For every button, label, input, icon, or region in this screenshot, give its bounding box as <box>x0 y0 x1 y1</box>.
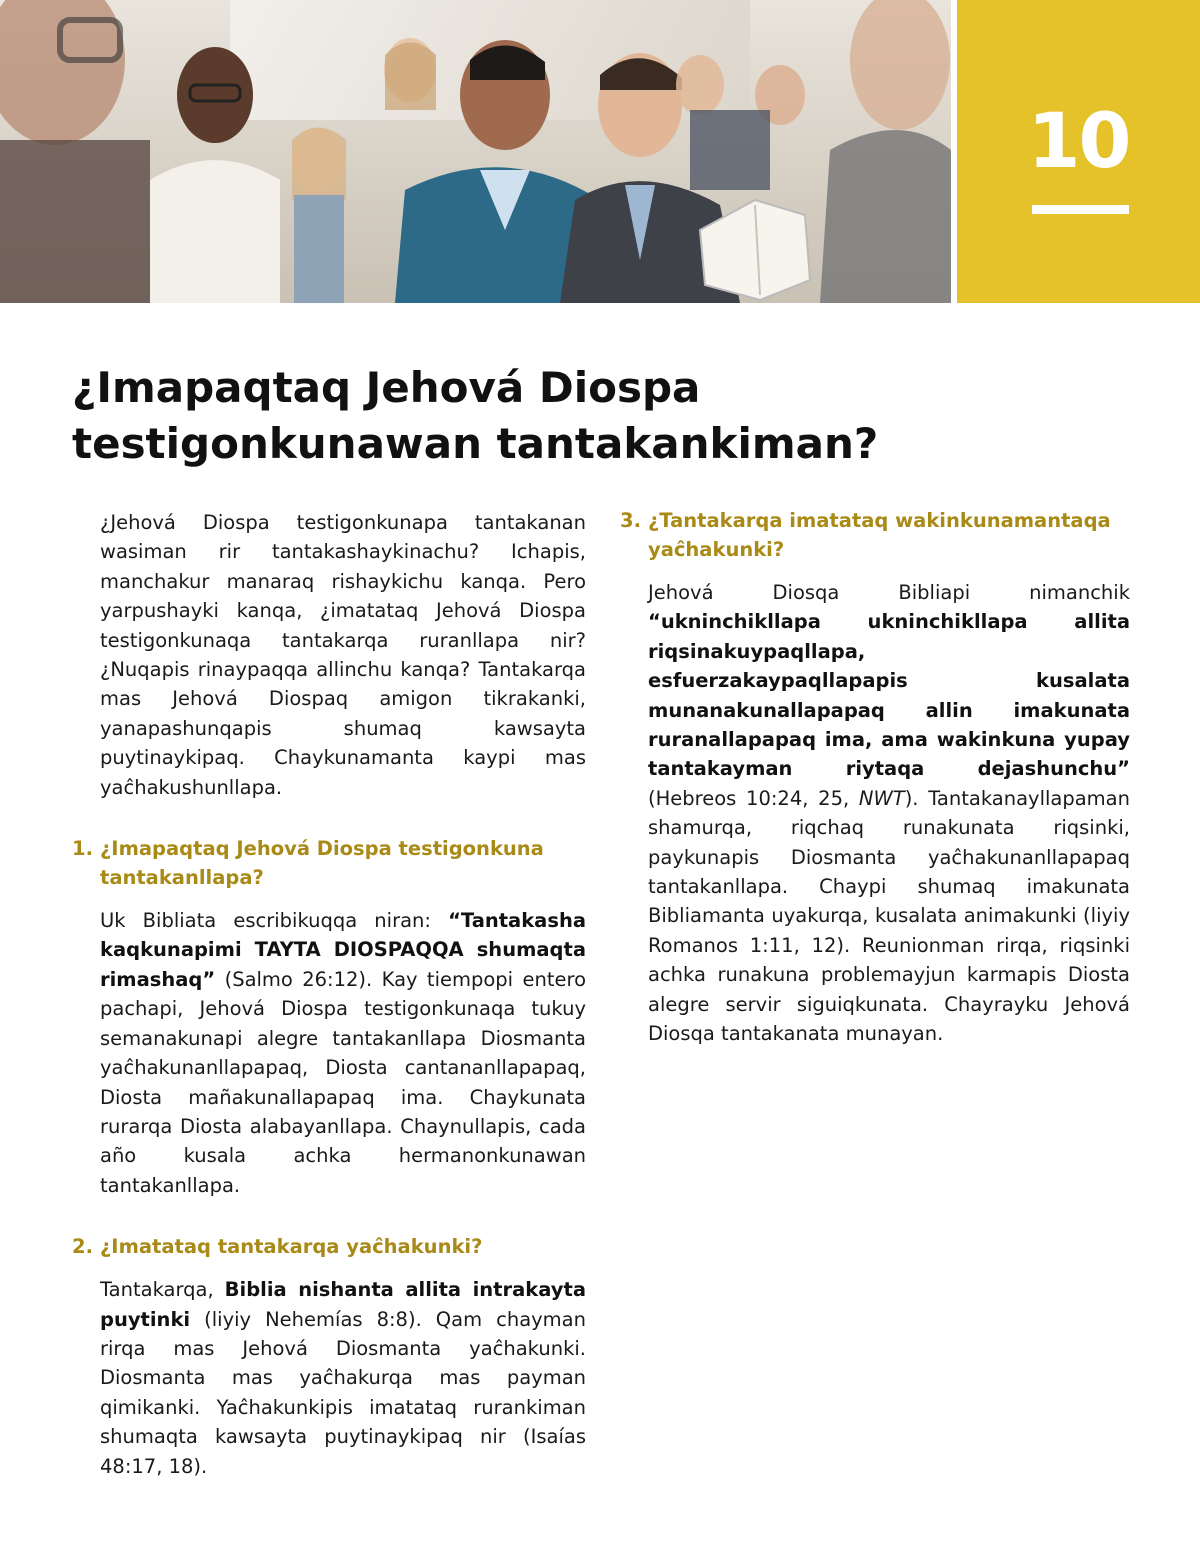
lesson-number: 10 <box>1027 96 1130 185</box>
section-3-scripture-quote: “ukninchikllapa ukninchikllapa allita riqsinakuypaqllapa, esfuerzakaypaqllapapis kusalata munanakunallapapaq allin imakunata ruranallapapaq ima, ama wakinkuna yupay tantakayman riytaqa dejashunchu” <box>648 610 1130 781</box>
section-1-scripture-quote: “Tantakasha kaqkunapimi TAYTA DIOSPAQQA shumaqta rimashaq” <box>100 909 586 991</box>
left-column <box>72 508 586 1481</box>
page-title <box>72 360 1132 472</box>
section-1-body-text-end: (Salmo 26:12). Kay tiempopi entero pachapi, Jehová Diospa testigonkunaqa tukuy semanakunapi alegre tantakanllapa Diosmanta yaĉhakunanllapapaq, Diosta cantananllapapaq, Diosta mañakunallapapaq ima. Chaykunata rurarqa Diosta alabayanllapa. Chaynullapis, cada año kusala achka hermanonkunawan tantakanllapa. <box>100 967 586 1197</box>
section-1 <box>72 834 586 1200</box>
title-line-1: ¿Imapaqtaq Jehová Diospa <box>72 363 701 412</box>
badge-underline <box>1032 205 1129 214</box>
section-3-body-text-start: Jehová Diosqa Bibliapi nimanchik <box>648 581 1130 604</box>
section-1-question <box>72 834 586 892</box>
lesson-number-badge <box>957 0 1200 303</box>
section-2-body <box>100 1275 586 1481</box>
section-1-body-text-start: Uk Bibliata escribikuqqa niran: <box>100 909 449 933</box>
section-2-question <box>72 1232 586 1261</box>
section-3-body <box>648 578 1130 1049</box>
section-3-body-text-end: ). Tantakanayllapaman shamurqa, riqchaq runakunata riqsinki, paykunapis Diosmanta yaĉhakunanllapapaq tantakanllapa. Chaypi shumaq imakunata Bibliamanta uyakurqa, kusalata animakunki (liyiy Romanos 1:11, 12). Reunionman rirqa, riqsinki achka runakuna problemayjun karmapis Diosta alegre servir siguiqkunata. Chayrayku Jehová Diosqa tantakanata munayan. <box>648 786 1130 1046</box>
section-1-number: 1. <box>72 837 93 861</box>
intro-paragraph: ¿Jehová Diospa testigonkunapa tantakanan wasiman rir tantakashaykinachu? Ichapis, manchakur manaraq rishaykichu kanqa. Pero yarpushayki kanqa, ¿imatataq Jehová Diospa testigonkunaqa tantakarqa ruranllapa nir? ¿Nuqapis rinaypaqqa allinchu kanqa? Tantakarqa mas Jehová Diospaq amigon tikrakanki, yanapashunqapis shumaq kawsayta puytinaykipaq. Chaykunamanta kaypi mas yaĉhakushunllapa. <box>100 511 586 799</box>
section-3-question-text: ¿Tantakarqa imatataq wakinkunamantaqa yaĉhakunki? <box>648 509 1111 561</box>
section-2-number: 2. <box>72 1235 93 1259</box>
meeting-photo-illustration <box>0 0 951 303</box>
title-line-2: testigonkunawan tantakankiman? <box>72 419 879 468</box>
section-3-question <box>620 506 1130 564</box>
section-3-number: 3. <box>620 509 641 532</box>
section-2-body-text-start: Tantakarqa, <box>100 1278 225 1302</box>
section-3-version-abbrev: NWT <box>858 786 905 810</box>
section-3 <box>620 506 1130 1049</box>
right-column <box>620 506 1130 1049</box>
section-1-body <box>100 906 586 1200</box>
header-photo <box>0 0 951 303</box>
section-2 <box>72 1232 586 1481</box>
section-2-bold-phrase: Biblia nishanta allita intrakayta puytinki <box>100 1278 586 1331</box>
section-2-body-text-end: (liyiy Nehemías 8:8). Qam chayman rirqa mas Jehová Diosmanta yaĉhakunki. Diosmanta mas yaĉhakurqa mas payman qimikanki. Yaĉhakunkipis imatataq rurankiman shumaqta kawsayta puytinaykipaq nir (Isaías 48:17, 18). <box>100 1307 586 1478</box>
section-1-question-text: ¿Imapaqtaq Jehová Diospa testigonkuna tantakanllapa? <box>100 837 544 890</box>
section-2-question-text: ¿Imatataq tantakarqa yaĉhakunki? <box>100 1235 483 1259</box>
section-3-reference: (Hebreos 10:24, 25, <box>648 786 859 810</box>
